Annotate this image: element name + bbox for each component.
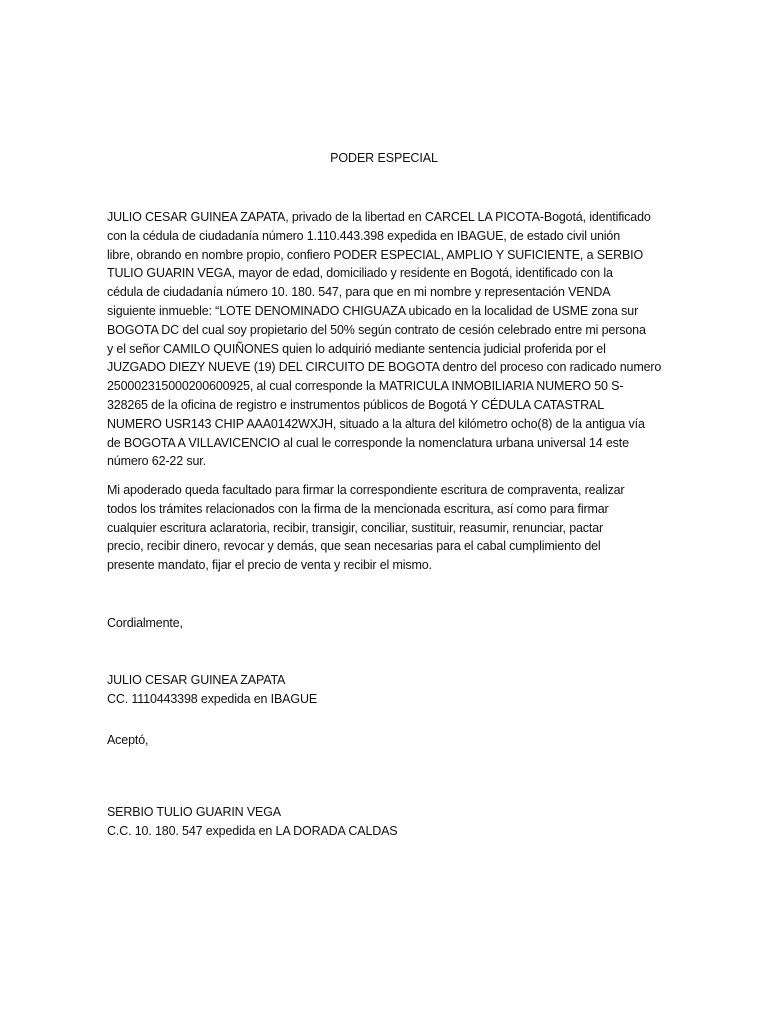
paragraph-line: y el señor CAMILO QUIÑONES quien lo adquirió mediante sentencia judicial proferida por el <box>107 341 606 356</box>
paragraph-line: de BOGOTA A VILLAVICENCIO al cual le corresponde la nomenclatura urbana universal 14 este <box>107 435 629 450</box>
paragraph-line: con la cédula de ciudadanía número 1.110.443.398 expedida en IBAGUE, de estado civil unión <box>107 228 621 243</box>
paragraph-line: cualquier escritura aclaratoria, recibir, transigir, conciliar, sustituir, reasumir, renunciar, pactar <box>107 520 604 535</box>
document-title: PODER ESPECIAL <box>330 151 438 165</box>
paragraph-line: presente mandato, fijar el precio de venta y recibir el mismo. <box>107 558 432 573</box>
paragraph-line: siguiente inmueble: “LOTE DENOMINADO CHIGUAZA ubicado en la localidad de USME zona sur <box>107 303 639 318</box>
paragraph-line: número 62-22 sur. <box>107 454 206 469</box>
grantor-name: JULIO CESAR GUINEA ZAPATA <box>107 673 286 687</box>
paragraph-line: JUZGADO DIEZY NUEVE (19) DEL CIRCUITO DE BOGOTA dentro del proceso con radicado numero <box>107 360 662 375</box>
faculties-paragraph <box>107 481 667 575</box>
paragraph-line: todos los trámites relacionados con la firma de la mencionada escritura, así como para firmar <box>107 501 609 516</box>
closing-salutation: Cordialmente, <box>107 616 183 630</box>
power-of-attorney-paragraph <box>107 208 667 471</box>
paragraph-line: NUMERO USR143 CHIP AAA0142WXJH, situado a la altura del kilómetro ocho(8) de la antigua vía <box>107 416 645 431</box>
paragraph-line: cédula de ciudadanía número 10. 180. 547, para que en mi nombre y representación VENDA <box>107 285 611 300</box>
paragraph-line: 328265 de la oficina de registro e instrumentos públicos de Bogotá Y CÉDULA CATASTRAL <box>107 397 605 412</box>
attorney-name: SERBIO TULIO GUARIN VEGA <box>107 805 281 819</box>
paragraph-line: libre, obrando en nombre propio, confiero PODER ESPECIAL, AMPLIO Y SUFICIENTE, a SERBIO <box>107 247 644 262</box>
paragraph-line: BOGOTA DC del cual soy propietario del 50% según contrato de cesión celebrado entre mi persona <box>107 322 646 337</box>
paragraph-line: precio, recibir dinero, revocar y demás, que sean necesarias para el cabal cumplimiento del <box>107 539 601 554</box>
paragraph-line: JULIO CESAR GUINEA ZAPATA, privado de la libertad en CARCEL LA PICOTA-Bogotá, identificado <box>107 210 651 224</box>
acceptance-label: Aceptó, <box>107 733 149 747</box>
paragraph-line: Mi apoderado queda facultado para firmar la correspondiente escritura de compraventa, realizar <box>107 483 625 497</box>
attorney-id: C.C. 10. 180. 547 expedida en LA DORADA CALDAS <box>107 824 398 838</box>
grantor-id: CC. 1110443398 expedida en IBAGUE <box>107 692 318 706</box>
paragraph-line: TULIO GUARIN VEGA, mayor de edad, domiciliado y residente en Bogotá, identificado con la <box>107 266 613 281</box>
paragraph-line: 25000231500020060092​5, al cual corresponde la MATRICULA INMOBILIARIA NUMERO 50 S- <box>107 379 624 394</box>
